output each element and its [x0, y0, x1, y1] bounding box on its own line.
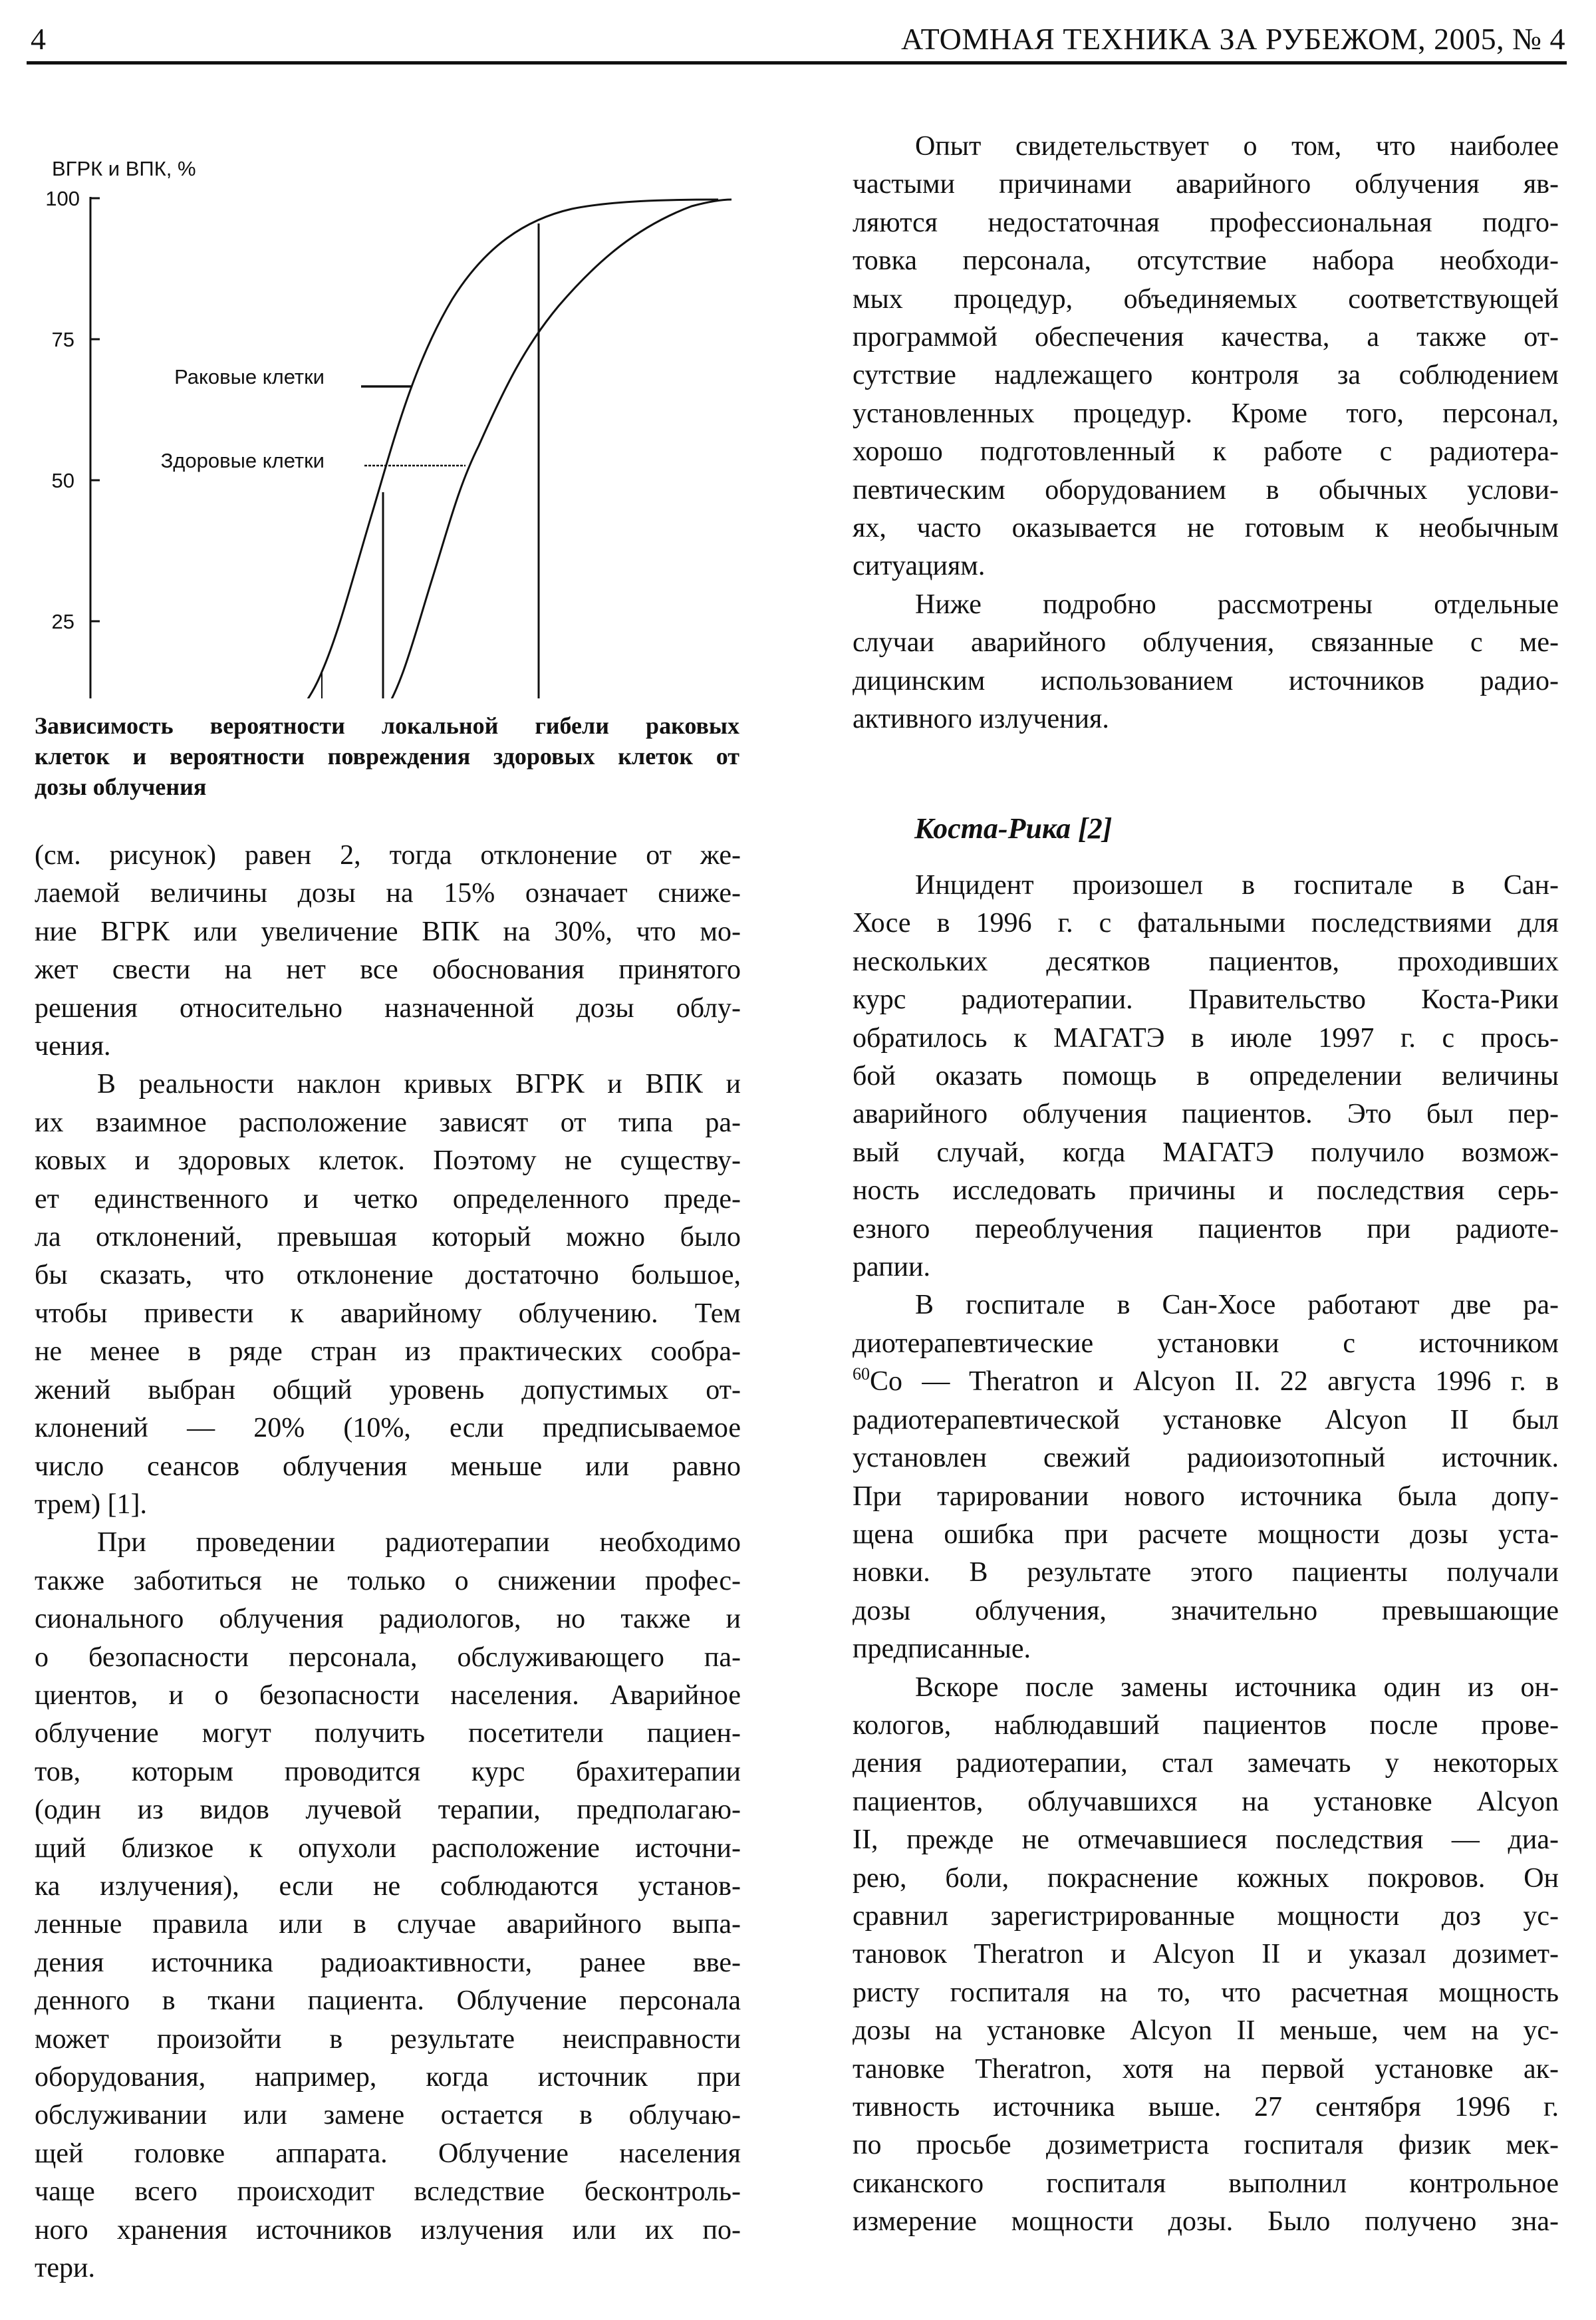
text-line: Инцидент произошел в госпитале в Сан-	[915, 870, 1559, 901]
text-line: жет свести на нет все обоснования принятого	[35, 954, 741, 986]
text-line: денного в ткани пациента. Облучение персонала	[35, 1985, 741, 2017]
text-line: В госпитале в Сан-Хосе работают две ра-	[915, 1290, 1559, 1321]
text-line: (см. рисунок) равен 2, тогда отклонение от же-	[35, 840, 741, 871]
text-line: не менее в ряде стран из практических сообра-	[35, 1336, 741, 1368]
caption-line: Зависимость вероятности локальной гибели раковых	[35, 712, 739, 739]
text-line: езного переоблучения пациентов при радиоте-	[853, 1213, 1559, 1244]
healthy-cells-curve	[325, 200, 732, 698]
text-line: сутствие надлежащего контроля за соблюдением	[853, 360, 1559, 391]
text-line: курс радиотерапии. Правительство Коста-Рики	[853, 984, 1559, 1016]
figure-caption	[35, 710, 739, 802]
text-line: также заботиться не только о снижении профес-	[35, 1565, 741, 1596]
text-line: ного хранения источников излучения или их по-	[35, 2214, 741, 2246]
text-line: ленные правила или в случае аварийного выпа-	[35, 1909, 741, 1940]
text-line: нескольких десятков пациентов, проходивших	[853, 946, 1559, 977]
text-line: тивность источника выше. 27 сентября 1996 г.	[853, 2092, 1559, 2122]
text-line: установленных процедур. Кроме того, персонал,	[853, 398, 1559, 429]
text-line: радиотерапевтической установке Alcyon II был	[853, 1404, 1559, 1435]
text-line: обратилось к МАГАТЭ в июле 1997 г. с прось-	[853, 1022, 1559, 1054]
svg-text:75: 75	[51, 328, 74, 351]
text-line: Вскоре после замены источника один из он-	[915, 1671, 1559, 1703]
caption-line: клеток и вероятности повреждения здоровых клеток от	[35, 743, 739, 770]
text-line: сионального облучения радиологов, но также и	[35, 1604, 741, 1635]
text-line: клонений — 20% (10%, если предписываемое	[35, 1413, 741, 1444]
text-line: случаи аварийного облучения, связанные с ме-	[853, 627, 1559, 658]
svg-text:100: 100	[45, 187, 80, 210]
text-line: чения.	[35, 1031, 111, 1062]
text-line: облучение могут получить посетители пациен-	[35, 1718, 741, 1749]
text-line: Co — Theratron и Alcyon II. 22 августа 1996 г. в	[870, 1366, 1559, 1397]
text-line: ристу госпиталя на то, что расчетная мощность	[853, 1977, 1559, 2008]
text-line: дозы на установке Alcyon II меньше, чем на ус-	[853, 2015, 1559, 2047]
text-line: При тарировании нового источника была допу-	[853, 1481, 1559, 1512]
text-line: новки. В результате этого пациенты получали	[853, 1557, 1559, 1588]
text-line: дения источника радиоактивности, ранее вве-	[35, 1947, 741, 1978]
text-line: аварийного облучения пациентов. Это был пер-	[853, 1099, 1559, 1130]
text-line: тов, которым проводится курс брахитерапии	[35, 1756, 741, 1787]
text-line: ность исследовать причины и последствия серь-	[853, 1175, 1559, 1207]
text-line: ние ВГРК или увеличение ВПК на 30%, что мо-	[35, 916, 741, 947]
text-line: ла отклонений, превышая который можно было	[35, 1222, 741, 1253]
y-ticks	[90, 198, 100, 621]
text-line-isotope	[853, 1363, 1559, 1401]
text-line: ях, часто оказывается не готовым к необычным	[853, 513, 1559, 544]
text-line: активного излучения.	[853, 704, 1109, 735]
text-line: дозы облучения, значительно превышающие	[853, 1595, 1559, 1626]
text-line: мых процедур, объединяемых соответствующей	[853, 283, 1559, 315]
text-line: по просьбе дозиметриста госпиталя физик мек-	[853, 2130, 1559, 2161]
text-line: товка персонала, отсутствие набора необходи-	[853, 245, 1559, 277]
text-line: тановок Theratron и Alcyon II и указал дозимет-	[853, 1939, 1559, 1970]
text-line: тери.	[35, 2253, 95, 2284]
section-heading-costa-rica: Коста-Рика [2]	[914, 812, 1113, 845]
caption-line: дозы облучения	[35, 774, 207, 800]
text-line: жений выбран общий уровень допустимых от-	[35, 1374, 741, 1405]
text-line: чаще всего происходит вследствие бесконтроль-	[35, 2176, 741, 2208]
text-line: дения радиотерапии, стал замечать у некоторых	[853, 1748, 1559, 1779]
text-line: сравнил зарегистрированные мощности доз ус-	[853, 1900, 1559, 1932]
text-line: трем) [1].	[35, 1489, 148, 1520]
text-line: бой оказать помощь в определении величины	[853, 1061, 1559, 1092]
text-line: установлен свежий радиоизотопный источник.	[853, 1443, 1559, 1474]
svg-text:25: 25	[51, 610, 74, 633]
header-rule	[27, 61, 1567, 65]
text-line: Ниже подробно рассмотрены отдельные	[915, 589, 1559, 620]
text-line: тановке Theratron, хотя на первой установке ак-	[853, 2053, 1559, 2085]
text-line: ляются недостаточная профессиональная подго-	[853, 207, 1559, 238]
text-line: число сеансов облучения меньше или равно	[35, 1451, 741, 1482]
right-column-intro	[853, 128, 1559, 739]
chart-svg	[0, 100, 765, 698]
text-line: о безопасности персонала, обслуживающего па-	[35, 1642, 741, 1673]
text-line: II, прежде не отмечавшиеся последствия — диа-	[853, 1824, 1559, 1856]
text-line: циентов, и о безопасности населения. Аварийное	[35, 1679, 741, 1711]
text-line: Опыт свидетельствует о том, что наиболее	[915, 131, 1559, 162]
text-line: певтическим оборудованием в обычных услови-	[853, 474, 1559, 506]
page-number: 4	[31, 22, 46, 56]
text-line: сиканского госпиталя выполнил контрольное	[853, 2168, 1559, 2199]
text-line: рапии.	[853, 1252, 931, 1283]
text-line: вый случай, когда МАГАТЭ получило возмож-	[853, 1137, 1559, 1168]
text-line: ка излучения), если не соблюдаются установ-	[35, 1870, 741, 1902]
text-line: предписанные.	[853, 1634, 1031, 1665]
text-line: щена ошибка при расчете мощности дозы уста-	[853, 1519, 1559, 1550]
legend-healthy-label: Здоровые клетки	[160, 449, 325, 472]
text-line: лаемой величины дозы на 15% означает сниже-	[35, 878, 741, 909]
isotope-superscript: 60	[853, 1364, 870, 1384]
text-line: щей головке аппарата. Облучение населения	[35, 2138, 741, 2169]
text-line: кологов, наблюдавший пациентов после прове-	[853, 1709, 1559, 1741]
text-line: пациентов, облучавшихся на установке Alcyon	[853, 1786, 1559, 1817]
svg-text:50: 50	[51, 469, 74, 492]
text-line: их взаимное расположение зависят от типа ра-	[35, 1107, 741, 1138]
text-line: может произойти в результате неисправности	[35, 2023, 741, 2055]
text-line: ситуациям.	[853, 551, 986, 582]
text-line: бы сказать, что отклонение достаточно большое,	[35, 1260, 741, 1291]
text-line: В реальности наклон кривых ВГРК и ВПК и	[97, 1069, 741, 1100]
left-column-text	[35, 837, 741, 2287]
text-line: (один из видов лучевой терапии, предполагаю-	[35, 1795, 741, 1826]
text-line: ковых и здоровых клеток. Поэтому не существу-	[35, 1145, 741, 1177]
text-line: программой обеспечения качества, а также от-	[853, 322, 1559, 353]
text-line: хорошо подготовленный к работе с радиотера-	[853, 436, 1559, 468]
legend-cancer-label: Раковые клетки	[174, 365, 325, 388]
right-column-section	[853, 867, 1559, 2242]
text-line: частыми причинами аварийного облучения яв-	[853, 169, 1559, 200]
dose-response-chart	[0, 100, 765, 698]
text-line: чтобы привести к аварийному облучению. Тем	[35, 1298, 741, 1329]
journal-title: АТОМНАЯ ТЕХНИКА ЗА РУБЕЖОМ, 2005, № 4	[900, 22, 1565, 56]
text-line: решения относительно назначенной дозы облу-	[35, 992, 741, 1024]
text-line: рею, боли, покраснение кожных покровов. Он	[853, 1862, 1559, 1894]
text-line: диотерапевтические установки с источником	[853, 1328, 1559, 1359]
text-line: ет единственного и четко определенного преде-	[35, 1183, 741, 1215]
y-tick-labels	[45, 187, 80, 698]
text-line: дицинским использованием источников радио-	[853, 665, 1559, 696]
y-axis-title: ВГРК и ВПК, %	[52, 157, 196, 180]
text-line: щий близкое к опухоли расположение источни-	[35, 1832, 741, 1864]
text-line: Хосе в 1996 г. с фатальными последствиями для	[853, 908, 1559, 939]
text-line: оборудования, например, когда источник при	[35, 2062, 741, 2093]
text-line: При проведении радиотерапии необходимо	[97, 1527, 741, 1558]
text-line: измерение мощности дозы. Было получено зна-	[853, 2206, 1559, 2238]
text-line: обслуживании или замене остается в облучаю-	[35, 2100, 741, 2131]
